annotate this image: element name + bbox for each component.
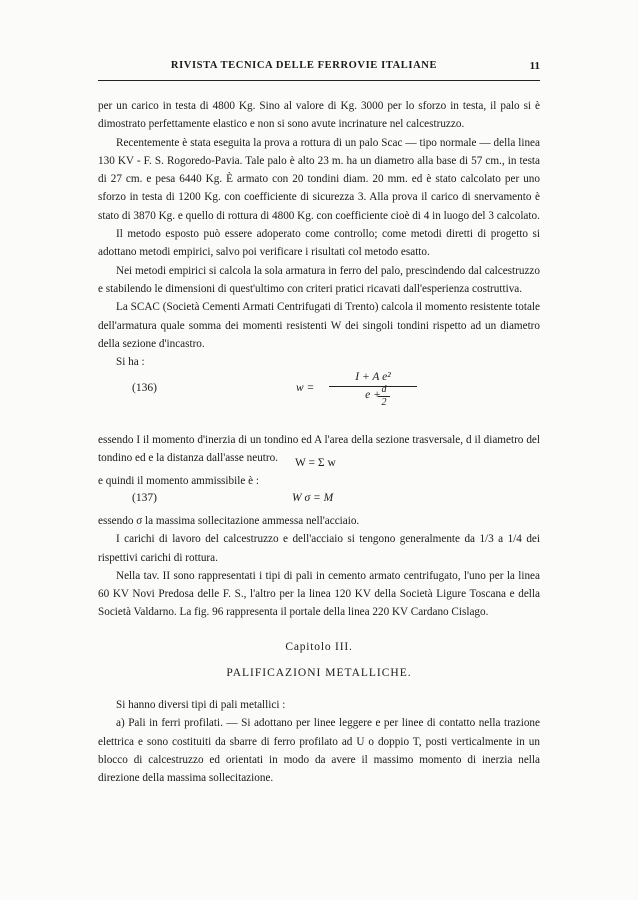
paragraph: Nella tav. II sono rappresentati i tipi di pali in cemento armato centrifugato, l'uno per la linea 60 KV Novi Predosa delle F. S., l'altro per la linea 120 KV della Società Ligure Toscana e della Società Valdarno. La fig. 96 rappresenta il portale della linea 220 KV Cardano Cislago. — [98, 569, 540, 619]
formula-W: W = Σ w — [295, 457, 336, 469]
formula-lhs: w = — [296, 382, 315, 394]
paragraph: essendo σ la massima sollecitazione ammessa nell'acciaio. — [98, 515, 360, 527]
paragraph: Recentemente è stata eseguita la prova a rottura di un palo Scac — tipo normale — della linea 130 KV - F. S. Rogoredo-Pavia. Tale palo è alto 23 m. ha un diametro alla base di 57 cm., in testa di 27 cm. e pesa 6440 Kg. È armato con 20 tondini diam. 20 mm. ed è stato calcolato per uno sforzo in testa di 1200 Kg. con coefficiente di sicurezza 3. Alla prova il carico di snervamento è stato di 3870 Kg. e quello di rottura di 4800 Kg. con coefficiente cioè di 4 in luogo del 3 calcolato. — [98, 136, 540, 222]
body-block-5 — [98, 696, 540, 787]
page-number: 11 — [529, 60, 540, 72]
paragraph: La SCAC (Società Cementi Armati Centrifugati di Trento) calcola il momento resistente totale dell'armatura quale somma dei momenti resistenti W dei singoli tondini rispetto ad un diametro della sezione d'incastro. — [98, 301, 540, 350]
paragraph: Nei metodi empirici si calcola la sola armatura in ferro del palo, prescindendo dal calcestruzzo e stabilendo le dimensioni di quest'ultimo con criteri pratici ricavati dall'esperienza costruttiva. — [98, 264, 540, 295]
paragraph: a) Pali in ferri profilati. — Si adottano per linee leggere e per linee di contatto nella trazione elettrica e sono costituiti da sbarre di ferro profilato ad U o doppio T, posti verticalmente in un blocco di calcestruzzo ed orientati in modo da avere il massimo momento di inerzia nella direzione della massima sollecitazione. — [98, 717, 540, 785]
paragraph: e quindi il momento ammissibile è : — [98, 475, 259, 487]
body-block-4 — [98, 512, 540, 622]
chapter-label: Capitolo III. — [285, 641, 353, 653]
paragraph: per un carico in testa di 4800 Kg. Sino al valore di Kg. 3000 per lo sforzo in testa, il palo si è dimostrato perfettamente elastico e non si sono avute incrinature nel calcestruzzo. — [98, 100, 540, 131]
paragraph: I carichi di lavoro del calcestruzzo e dell'acciaio si tengono generalmente da 1/3 a 1/4 dei rispettivi carichi di rottura. — [98, 533, 540, 564]
sub-denominator: 2 — [381, 397, 387, 408]
paragraph: essendo I il momento d'inerzia di un tondino ed A l'area della sezione trasversale, d il diametro del tondino ed e la distanza dall'asse neutro. — [98, 434, 540, 465]
denominator-term: e + — [365, 389, 381, 401]
paragraph: Si ha : — [116, 356, 145, 369]
formula-denominator — [323, 384, 423, 413]
body-block-3 — [98, 472, 540, 490]
header-rule — [98, 80, 540, 81]
sub-numerator: d — [381, 384, 387, 395]
paragraph: Si hanno diversi tipi di pali metallici : — [116, 699, 286, 711]
body-block-1 — [98, 97, 540, 371]
running-header — [98, 60, 540, 80]
formula-137: W σ = M — [292, 492, 334, 504]
paragraph: Il metodo esposto può essere adoperato come controllo; come metodi diretti di progetto si adottano metodi empirici, salvo poi verificare i risultati col metodo esatto. — [98, 228, 540, 259]
formula-136 — [98, 368, 540, 426]
journal-title: RIVISTA TECNICA DELLE FERROVIE ITALIANE — [170, 60, 438, 71]
formula-fraction — [323, 368, 423, 413]
chapter-title: PALIFICAZIONI METALLICHE. — [226, 667, 412, 679]
formula-number: (136) — [132, 382, 157, 394]
formula-numerator: I + A e² — [355, 371, 391, 383]
sub-fraction — [377, 385, 391, 408]
formula-number-137: (137) — [132, 492, 157, 504]
